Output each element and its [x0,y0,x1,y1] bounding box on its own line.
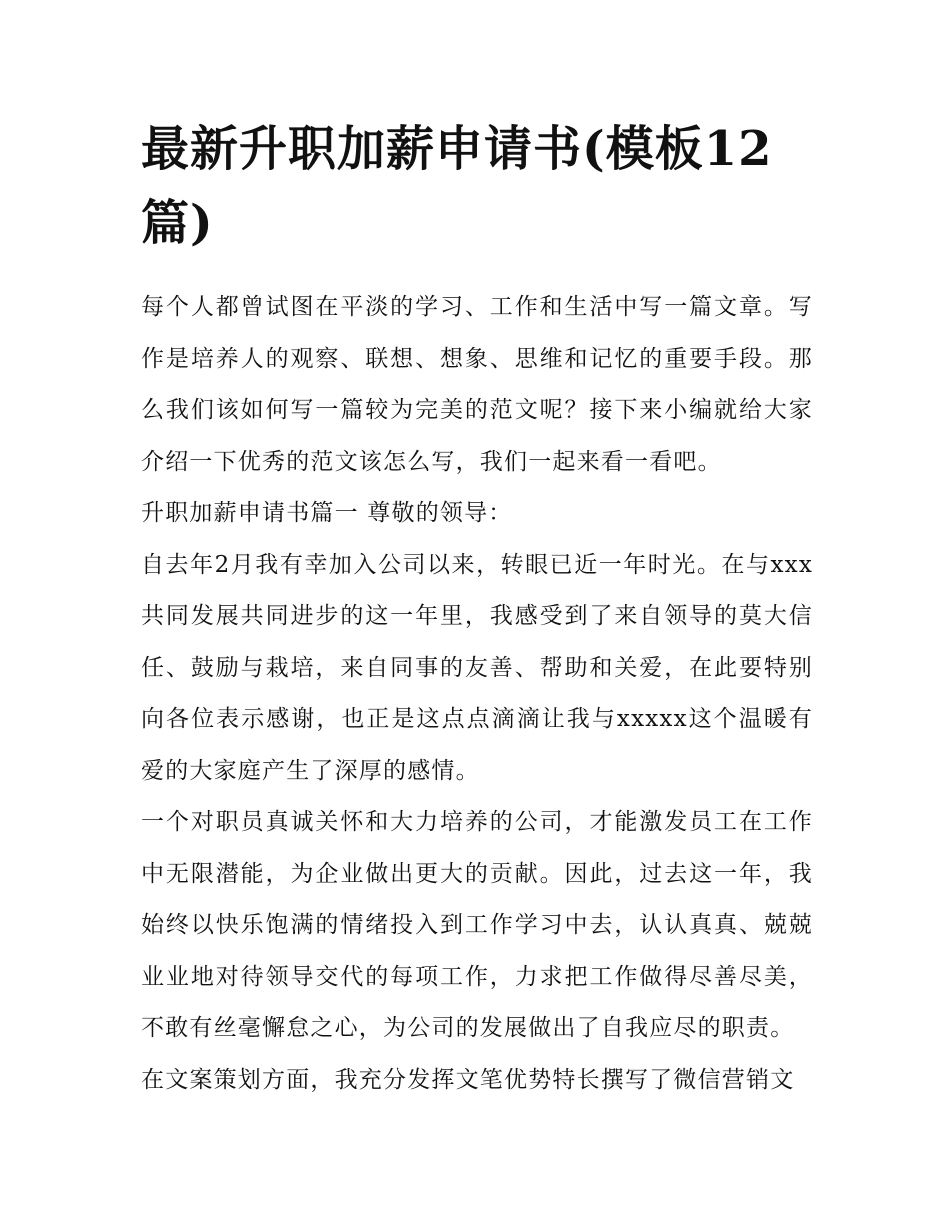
body-paragraph: 在文案策划方面，我充分发挥文笔优势特长撰写了微信营销文 [141,1066,795,1093]
document-page [141,112,813,1106]
body-paragraph: 一个对职员真诚关怀和大力培养的公司，才能激发员工在工作中无限潜能，为企业做出更大的贡献。因此，过去这一年，我始终以快乐饱满的情绪投入到工作学习中去，认认真真、兢兢业业地对待领导交代的每项工作，力求把工作做得尽善尽美，不敢有丝毫懈怠之心，为公司的发展做出了自我应尽的职责。 [141,809,813,1041]
document-title: 最新升职加薪申请书(模板12篇) [141,121,773,251]
intro-paragraph: 每个人都曾试图在平淡的学习、工作和生活中写一篇文章。写作是培养人的观察、联想、想象、思维和记忆的重要手段。那么我们该如何写一篇较为完美的范文呢？接下来小编就给大家介绍一下优秀的范文该怎么写，我们一起来看一看吧。 [141,294,813,475]
body-paragraph: 自去年2月我有幸加入公司以来，转眼已近一年时光。在与xxx共同发展共同进步的这一年里，我感受到了来自领导的莫大信任、鼓励与栽培，来自同事的友善、帮助和关爱，在此要特别向各位表示感谢，也正是这点点滴滴让我与xxxxx这个温暖有爱的大家庭产生了深厚的感情。 [141,551,813,784]
section-heading-paragraph: 升职加薪申请书篇一 尊敬的领导： [141,500,513,526]
